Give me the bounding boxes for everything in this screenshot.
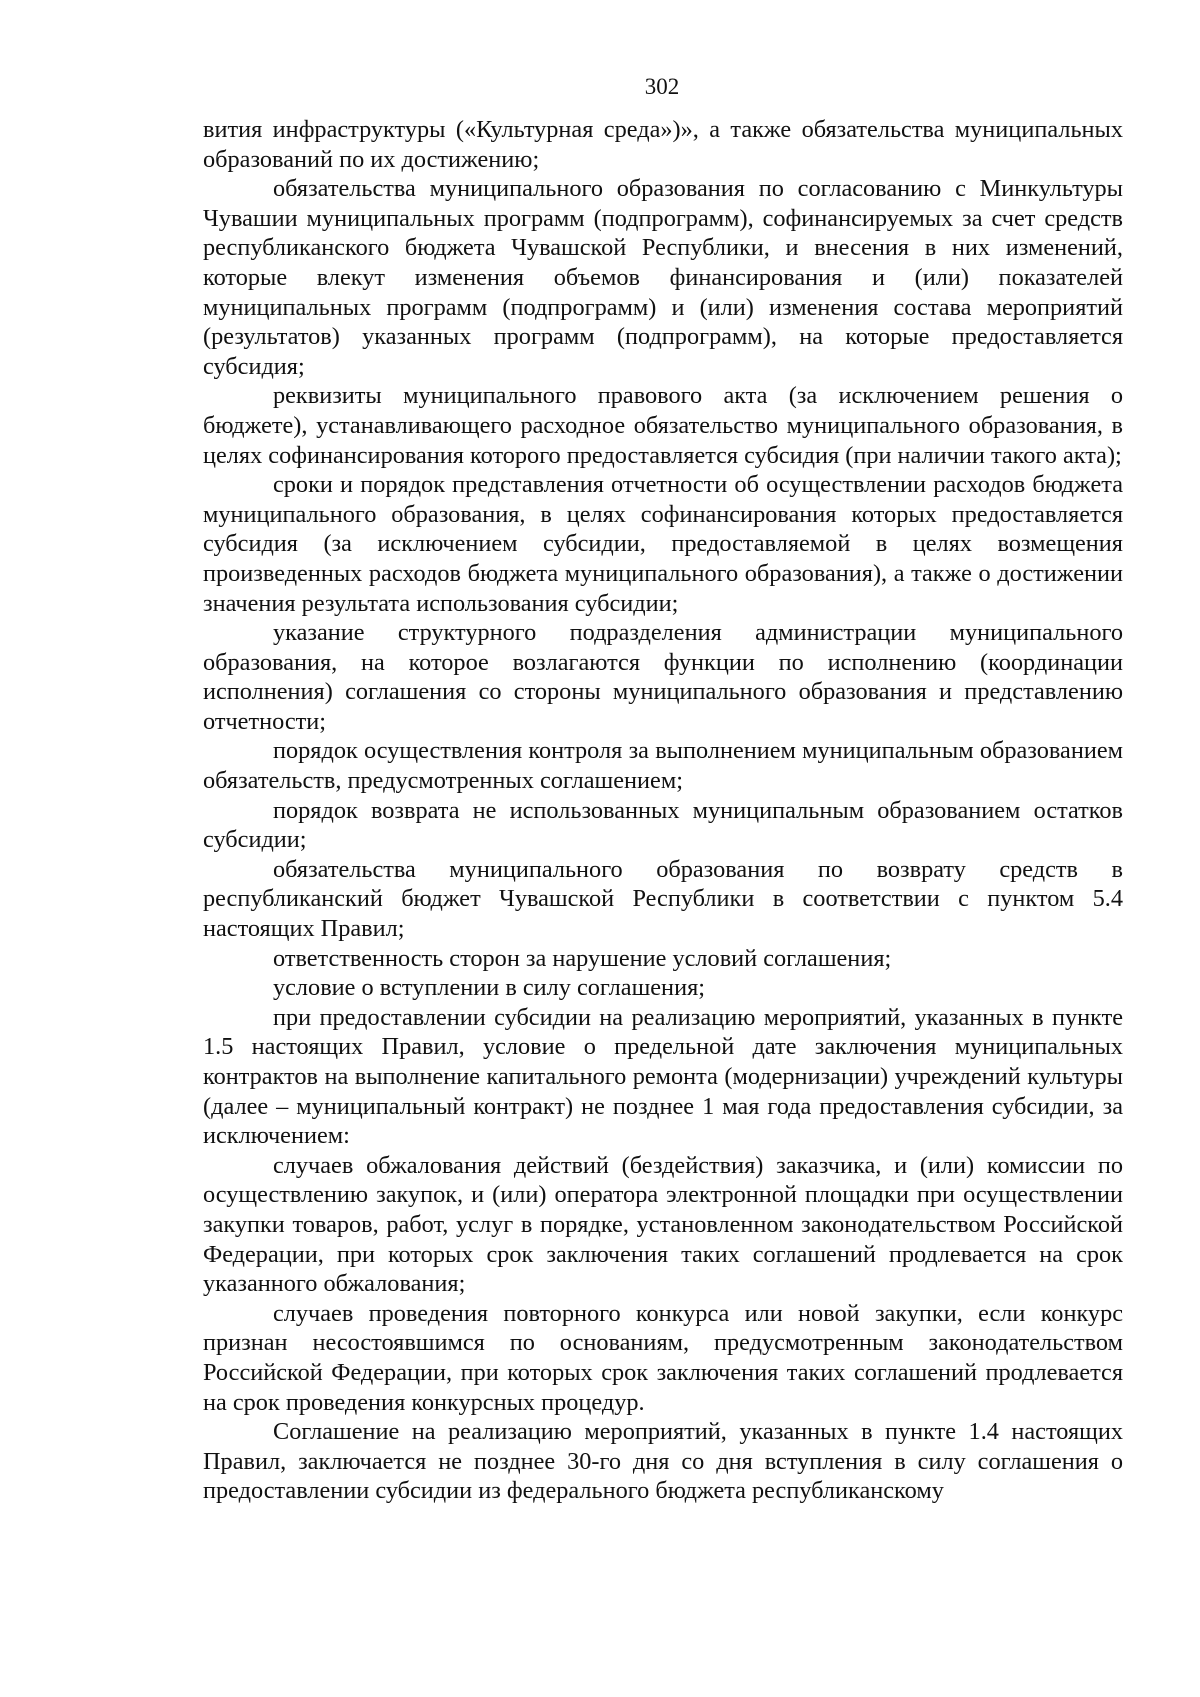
paragraph: обязательства муниципального образования по согласованию с Минкультуры Чувашии муниципальных программ (подпрограмм), софинансируемых за счет средств республиканского бюджета Чувашской Республики, и внесения в них изменений, которые влекут изменения объемов финансирования и (или) показателей муниципальных программ (подпрограмм) и (или) изменения состава мероприятий (результатов) указанных программ (подпрограмм), на которые предоставляется субсидия;: [203, 175, 1123, 380]
paragraph: при предоставлении субсидии на реализацию мероприятий, указанных в пункте 1.5 настоящих Правил, условие о предельной дате заключения муниципальных контрактов на выполнение капитального ремонта (модернизации) учреждений культуры (далее – муниципальный контракт) не позднее 1 мая года предоставления субсидии, за исключением:: [203, 1003, 1123, 1150]
paragraph: случаев обжалования действий (бездействия) заказчика, и (или) комиссии по осуществлению закупок, и (или) оператора электронной площадки при осуществлении закупки товаров, работ, услуг в порядке, установленном законодательством Российской Федерации, при которых срок заключения таких соглашений продлевается на срок указанного обжалования;: [203, 1151, 1123, 1298]
paragraph: обязательства муниципального образования по возврату средств в республиканский бюджет Чувашской Республики в соответствии с пунктом 5.4 настоящих Правил;: [203, 855, 1123, 943]
paragraph: реквизиты муниципального правового акта (за исключением решения о бюджете), устанавливающего расходное обязательство муниципального образования, в целях софинансирования которого предоставляется субсидия (при наличии такого акта);: [203, 382, 1123, 469]
paragraph: порядок возврата не использованных муниципальным образованием остатков субсидии;: [203, 796, 1123, 854]
paragraph: ответственность сторон за нарушение условий соглашения;: [273, 944, 892, 972]
paragraph: условие о вступлении в силу соглашения;: [273, 974, 705, 1002]
paragraph: указание структурного подразделения администрации муниципального образования, на которое возлагаются функции по исполнению (координации исполнения) соглашения со стороны муниципального образования и представлению отчетности;: [203, 619, 1123, 735]
paragraph: сроки и порядок представления отчетности об осуществлении расходов бюджета муниципального образования, в целях софинансирования которых предоставляется субсидия (за исключением субсидии, предоставляемой в целях возмещения произведенных расходов бюджета муниципального образования), а также о достижении значения результата использования субсидии;: [203, 471, 1123, 617]
paragraph: Соглашение на реализацию мероприятий, указанных в пункте 1.4 настоящих Правил, заключается не позднее 30-го дня со дня вступления в силу соглашения о предоставлении субсидии из федерального бюджета республиканскому: [203, 1418, 1123, 1505]
paragraph: вития инфраструктуры («Культурная среда»)», а также обязательства муниципальных образований по их достижению;: [203, 116, 1123, 173]
page-number: 302: [644, 74, 680, 99]
document-body: [203, 115, 1123, 1506]
paragraph: случаев проведения повторного конкурса или новой закупки, если конкурс признан несостоявшимся по основаниям, предусмотренным законодательством Российской Федерации, при которых срок заключения таких соглашений продлевается на срок проведения конкурсных процедур.: [203, 1299, 1123, 1416]
paragraph: порядок осуществления контроля за выполнением муниципальным образованием обязательств, предусмотренных соглашением;: [203, 737, 1123, 795]
